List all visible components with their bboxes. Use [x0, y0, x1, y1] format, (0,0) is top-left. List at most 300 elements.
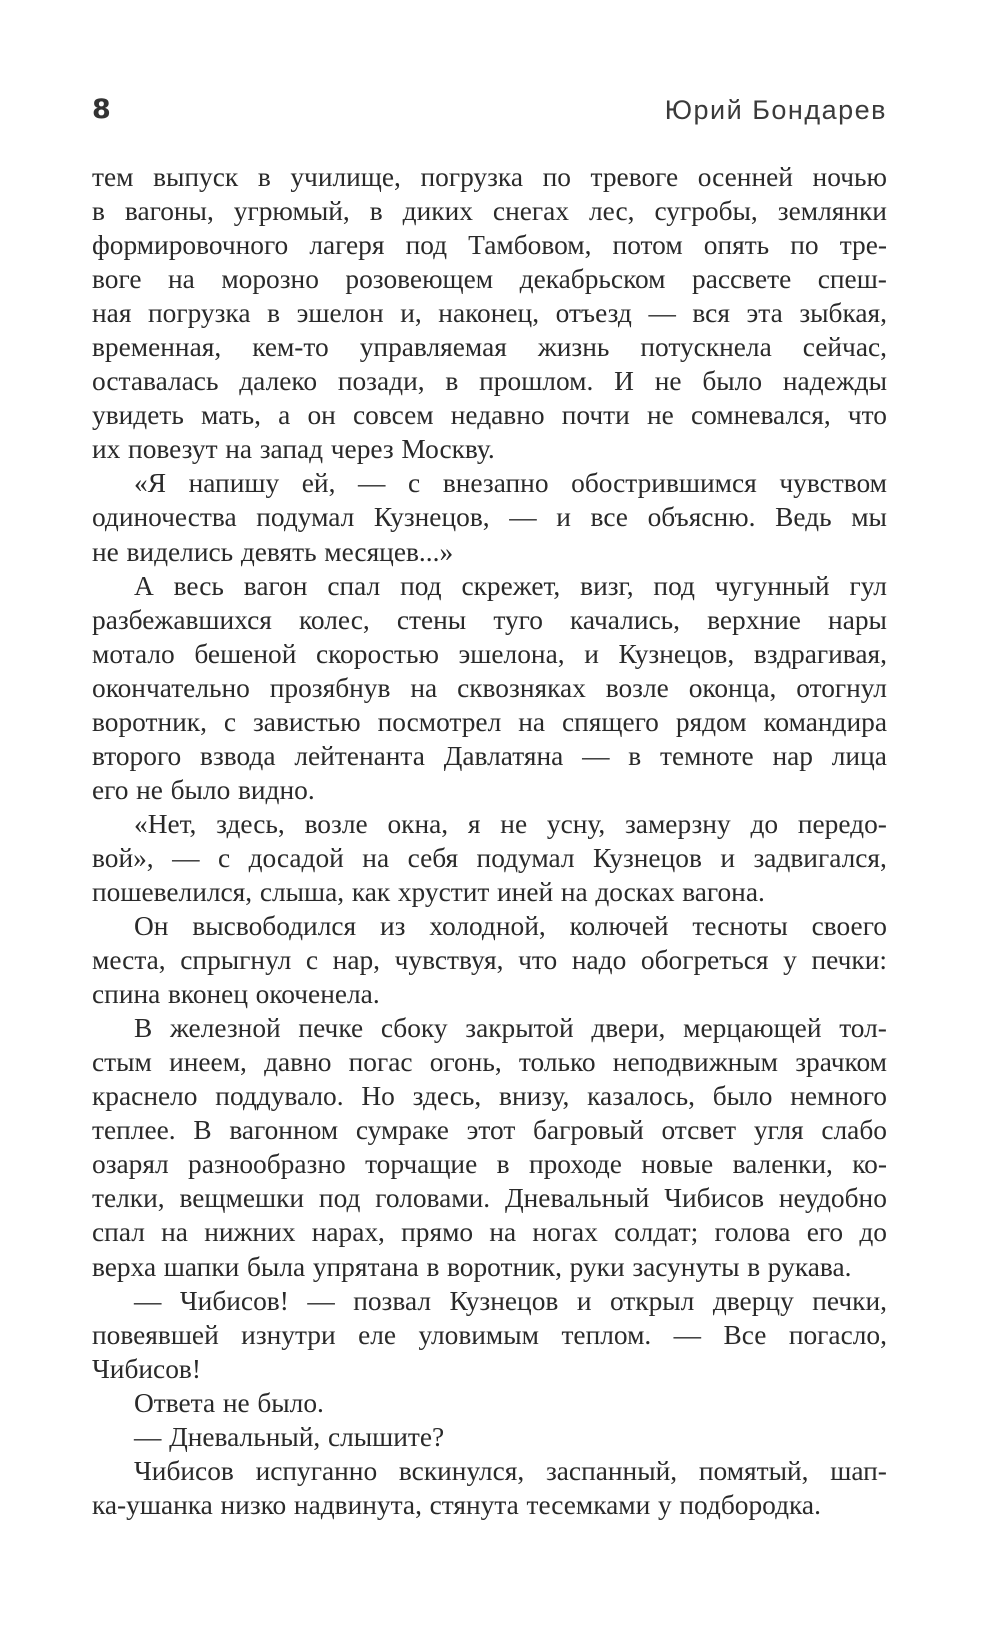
text-line: [92, 1011, 887, 1045]
word: в: [369, 196, 383, 227]
word: рядом: [675, 706, 747, 737]
word: только: [518, 1047, 596, 1078]
word: еле: [358, 1319, 397, 1350]
word: подумал: [476, 842, 575, 873]
word: —: [582, 740, 610, 771]
word: повеявшей: [92, 1319, 219, 1350]
word: его: [806, 1217, 844, 1248]
word: визг,: [580, 570, 634, 601]
word: эшелон: [296, 298, 384, 329]
word: что: [847, 400, 887, 431]
word: хрустит: [397, 876, 490, 907]
word: с: [223, 706, 237, 737]
word: не: [500, 808, 528, 839]
word: верхние: [707, 604, 801, 635]
page-header: [92, 92, 887, 132]
word: потом: [612, 230, 683, 261]
word: инеем,: [169, 1047, 247, 1078]
word: снегах: [492, 196, 569, 227]
text-line: [92, 398, 887, 432]
word: заспанный,: [545, 1455, 678, 1486]
word: своего: [811, 911, 887, 942]
word: помятый,: [698, 1455, 809, 1486]
word: стым: [92, 1047, 152, 1078]
word: валенки,: [732, 1149, 833, 1180]
text-line: [92, 466, 887, 500]
word: под: [653, 570, 695, 601]
word: отогнул: [796, 672, 887, 703]
text-line: [92, 1318, 887, 1352]
word: на: [161, 1217, 188, 1248]
word: до: [859, 1217, 887, 1248]
word: «Нет,: [134, 808, 197, 839]
text-line: [92, 1079, 887, 1113]
word: В: [193, 1115, 212, 1146]
word: и: [576, 1285, 592, 1316]
word: формировочного: [92, 230, 289, 261]
word: на: [560, 876, 588, 907]
word: оставалась: [92, 366, 219, 397]
word: не: [647, 400, 674, 431]
word: погрузка: [148, 298, 251, 329]
word: вещмешки: [179, 1183, 305, 1214]
word: тревоге: [590, 162, 679, 192]
word: скрежет,: [461, 570, 561, 601]
text-line: [92, 1488, 887, 1522]
word: завистью: [252, 706, 361, 737]
word: Кузнецов: [593, 842, 702, 873]
text-line: [92, 432, 887, 466]
word: Чибисов!: [92, 1353, 201, 1384]
word: рукава.: [767, 1251, 852, 1282]
word: вой»,: [92, 842, 154, 873]
word: в: [747, 1251, 761, 1282]
word: тре-: [839, 230, 887, 261]
word: была: [246, 1251, 306, 1282]
word: Ответа: [134, 1387, 216, 1418]
word: колес,: [298, 604, 370, 635]
word: месяцев...»: [324, 536, 454, 567]
word: слыша,: [259, 876, 345, 907]
word: что: [518, 945, 558, 976]
word: бешеной: [194, 638, 297, 669]
word: повезут: [128, 434, 218, 465]
word: неподвижным: [612, 1047, 779, 1078]
word: уловимым: [418, 1319, 540, 1350]
word: розовеющем: [345, 264, 494, 295]
text-line: [92, 500, 887, 534]
word: себя: [407, 842, 459, 873]
word: выпуск: [153, 162, 239, 192]
word: гул: [849, 570, 887, 601]
word: сомневался,: [691, 400, 831, 431]
word: нары: [828, 604, 887, 635]
word: лес,: [588, 196, 635, 227]
word: как: [351, 876, 391, 907]
word: не: [92, 536, 119, 567]
word: досках: [595, 876, 675, 907]
word: тесноты: [692, 911, 788, 942]
word: сейчас,: [802, 332, 887, 363]
word: надежды: [782, 366, 887, 397]
text-line: [92, 1386, 887, 1420]
word: багровый: [533, 1115, 644, 1146]
word: на: [489, 1217, 517, 1248]
word: разнообразно: [188, 1149, 346, 1180]
word: окончательно: [92, 672, 250, 703]
word: теплом.: [561, 1319, 652, 1350]
text-line: [92, 569, 887, 603]
text-line: [92, 1045, 887, 1079]
word: в: [426, 1251, 440, 1282]
word: нижних: [204, 1217, 296, 1248]
word: диких: [402, 196, 473, 227]
word: ногах: [532, 1217, 598, 1248]
word: В: [134, 1013, 153, 1044]
word: здесь,: [412, 1081, 482, 1112]
word: не: [222, 1387, 250, 1418]
word: теплее.: [92, 1115, 176, 1146]
word: возле: [605, 672, 669, 703]
word: погас: [348, 1047, 413, 1078]
word: низко: [220, 1489, 287, 1520]
page-number: 8: [92, 94, 111, 125]
text-line: [92, 262, 887, 296]
word: до: [750, 808, 779, 839]
word: опять: [703, 230, 770, 261]
word: —: [509, 502, 537, 533]
text-line: [92, 1113, 887, 1147]
word: у: [783, 945, 797, 976]
word: на: [362, 842, 390, 873]
word: угля: [753, 1115, 804, 1146]
word: Кузнецов: [449, 1285, 559, 1316]
word: обострившимся: [571, 468, 757, 499]
text-line: [92, 739, 887, 773]
word: спящего: [561, 706, 659, 737]
text-line: [92, 296, 887, 330]
word: поддувало.: [215, 1081, 344, 1112]
text-line: [92, 943, 887, 977]
word: воге: [92, 264, 142, 295]
word: его: [92, 774, 129, 805]
word: а: [278, 400, 291, 431]
text-line: [92, 1420, 887, 1454]
word: оконца,: [688, 672, 777, 703]
word: управляемая: [359, 332, 507, 363]
word: ночью: [812, 162, 887, 192]
word: Он: [134, 911, 169, 942]
word: лейтенанта: [294, 740, 425, 771]
word: одиночества: [92, 502, 237, 533]
word: прозябнув: [269, 672, 391, 703]
word: окоченела.: [255, 979, 380, 1010]
text-line: [92, 330, 887, 364]
text-body: [92, 160, 887, 1522]
word: нар: [772, 740, 813, 771]
word: Кузнецов,: [618, 638, 735, 669]
text-line: [92, 1215, 887, 1249]
word: девять: [240, 536, 317, 567]
word: немного: [790, 1081, 887, 1112]
word: весь: [173, 570, 224, 601]
word: рассвете: [692, 264, 792, 295]
word: увидеть: [92, 400, 184, 431]
word: в: [628, 740, 642, 771]
word: подумал: [256, 502, 355, 533]
word: Чибисов!: [179, 1285, 289, 1316]
word: вагоны,: [124, 196, 214, 227]
word: Дневальный,: [169, 1421, 321, 1452]
word: туго: [493, 604, 543, 635]
word: я: [467, 808, 481, 839]
word: отъезд: [555, 298, 632, 329]
word: не: [136, 774, 163, 805]
word: «Я: [134, 468, 166, 499]
word: передо-: [797, 808, 887, 839]
word: двери,: [591, 1013, 666, 1044]
text-line: [92, 637, 887, 671]
word: нар,: [332, 945, 381, 976]
word: досадой: [248, 842, 344, 873]
word: совсем: [352, 400, 434, 431]
word: внизу,: [499, 1081, 570, 1112]
text-line: [92, 875, 887, 909]
word: осенней: [697, 162, 793, 192]
word: эта: [746, 298, 783, 329]
word: открыл: [609, 1285, 695, 1316]
word: обогреться: [640, 945, 769, 976]
word: морозно: [221, 264, 319, 295]
word: закрытой: [465, 1013, 574, 1044]
text-line: [92, 705, 887, 739]
word: Все: [723, 1319, 767, 1350]
word: объясню.: [647, 502, 756, 533]
text-line: [92, 1147, 887, 1181]
word: —: [134, 1421, 162, 1452]
word: вся: [692, 298, 730, 329]
word: у: [657, 1489, 672, 1520]
word: упрятана: [312, 1251, 419, 1282]
word: ка-ушанка: [92, 1489, 213, 1520]
word: с: [305, 945, 319, 976]
word: торчащие: [365, 1149, 478, 1180]
word: подбородка.: [679, 1489, 821, 1520]
word: —: [648, 298, 676, 329]
word: задвигался,: [753, 842, 887, 873]
word: вздрагивая,: [753, 638, 887, 669]
text-line: [92, 1284, 887, 1318]
word: видно.: [237, 774, 315, 805]
word: воротник,: [447, 1251, 562, 1282]
word: землянки: [777, 196, 887, 227]
word: Кузнецов,: [373, 502, 490, 533]
word: усну,: [546, 808, 606, 839]
word: чувствуя,: [394, 945, 504, 976]
word: голова: [714, 1217, 791, 1248]
word: училище,: [290, 162, 401, 192]
word: кем-то: [252, 332, 329, 363]
word: телки,: [92, 1183, 165, 1214]
text-line: [92, 1352, 887, 1386]
word: угрюмый,: [233, 196, 350, 227]
word: в: [257, 162, 271, 192]
word: холодной,: [429, 911, 546, 942]
word: на: [518, 706, 546, 737]
word: зыбкая,: [799, 298, 887, 329]
word: по: [542, 162, 571, 192]
word: Чибисов: [664, 1183, 765, 1214]
word: скоростью: [315, 638, 439, 669]
word: спал: [92, 1217, 145, 1248]
word: мотало: [92, 638, 175, 669]
word: Чибисов: [134, 1455, 234, 1486]
word: запад: [259, 434, 324, 465]
word: отсвет: [661, 1115, 737, 1146]
word: высвободился: [192, 911, 357, 942]
word: в: [92, 196, 105, 227]
text-line: [92, 364, 887, 398]
word: огонь,: [429, 1047, 502, 1078]
word: темноте: [660, 740, 754, 771]
word: недавно: [450, 400, 545, 431]
running-title: Юрий Бондарев: [664, 95, 887, 125]
word: Давлатяна: [443, 740, 564, 771]
word: спина: [92, 979, 161, 1010]
word: шап-: [830, 1455, 887, 1486]
word: было: [170, 774, 231, 805]
word: чугунный: [714, 570, 830, 601]
word: изнутри: [241, 1319, 336, 1350]
word: с: [408, 468, 421, 499]
word: здесь,: [216, 808, 285, 839]
word: шапки: [163, 1251, 240, 1282]
word: прошлом.: [479, 366, 594, 397]
word: посмотрел: [377, 706, 502, 737]
word: замерзну: [624, 808, 731, 839]
word: стянута: [429, 1489, 519, 1520]
word: надвинута,: [293, 1489, 422, 1520]
text-line: [92, 1250, 887, 1284]
text-line: [92, 671, 887, 705]
word: воротник,: [92, 706, 207, 737]
word: под: [400, 570, 442, 601]
word: мерцающей: [683, 1013, 822, 1044]
word: —: [358, 468, 386, 499]
text-line: [92, 1454, 887, 1488]
word: под: [405, 230, 448, 261]
word: железной: [169, 1013, 281, 1044]
word: —: [172, 842, 200, 873]
word: ей,: [301, 468, 336, 499]
word: ная: [92, 298, 132, 329]
word: сбоку: [380, 1013, 448, 1044]
word: позади,: [337, 366, 425, 397]
word: проходе: [528, 1149, 622, 1180]
word: было: [702, 366, 763, 397]
word: все: [590, 502, 628, 533]
word: озарял: [92, 1149, 169, 1180]
word: жизнь: [537, 332, 610, 363]
word: наконец,: [438, 298, 540, 329]
word: пошевелился,: [92, 876, 253, 907]
text-line: [92, 807, 887, 841]
word: места,: [92, 945, 166, 976]
word: в: [267, 298, 281, 329]
word: декабрьском: [519, 264, 666, 295]
word: иней: [497, 876, 554, 907]
word: ко-: [852, 1149, 887, 1180]
word: неудобно: [778, 1183, 887, 1214]
word: И: [614, 366, 634, 397]
word: чувством: [779, 468, 887, 499]
word: новые: [641, 1149, 714, 1180]
word: Тамбовом,: [468, 230, 592, 261]
word: вагон: [243, 570, 308, 601]
word: не: [654, 366, 682, 397]
word: прямо: [401, 1217, 474, 1248]
word: лица: [831, 740, 887, 771]
word: сумраке: [355, 1115, 449, 1146]
word: их: [92, 434, 121, 465]
word: окна,: [387, 808, 449, 839]
word: испуганно: [255, 1455, 378, 1486]
word: руки: [569, 1251, 625, 1282]
word: эшелона,: [458, 638, 565, 669]
word: взвода: [200, 740, 276, 771]
word: лагеря: [309, 230, 385, 261]
word: возле: [304, 808, 368, 839]
word: под: [318, 1183, 361, 1214]
word: было.: [257, 1387, 324, 1418]
word: верха: [92, 1251, 157, 1282]
word: командира: [763, 706, 887, 737]
text-line: [92, 228, 887, 262]
word: спеш-: [817, 264, 887, 295]
word: нарах,: [311, 1217, 385, 1248]
word: краснело: [92, 1081, 198, 1112]
word: солдат;: [614, 1217, 699, 1248]
word: казалось,: [587, 1081, 695, 1112]
word: погасло,: [788, 1319, 887, 1350]
text-line: [92, 194, 887, 228]
word: головами.: [375, 1183, 491, 1214]
word: погрузка: [420, 162, 523, 192]
word: печке: [298, 1013, 364, 1044]
word: тесемками: [526, 1489, 651, 1520]
word: было: [712, 1081, 773, 1112]
word: второго: [92, 740, 182, 771]
word: разбежавшихся: [92, 604, 272, 635]
word: слабо: [821, 1115, 887, 1146]
word: через: [330, 434, 394, 465]
text-line: [92, 773, 887, 807]
word: печки:: [811, 945, 887, 976]
word: мы: [851, 502, 887, 533]
word: вскинулся,: [398, 1455, 525, 1486]
word: слышите?: [327, 1421, 445, 1452]
word: напишу: [188, 468, 280, 499]
word: и: [720, 842, 735, 873]
word: зрачком: [795, 1047, 887, 1078]
word: с: [217, 842, 231, 873]
word: —: [673, 1319, 702, 1350]
word: на: [167, 264, 195, 295]
word: сквозняках: [457, 672, 586, 703]
word: этот: [466, 1115, 516, 1146]
word: временная,: [92, 332, 222, 363]
word: качались,: [570, 604, 680, 635]
